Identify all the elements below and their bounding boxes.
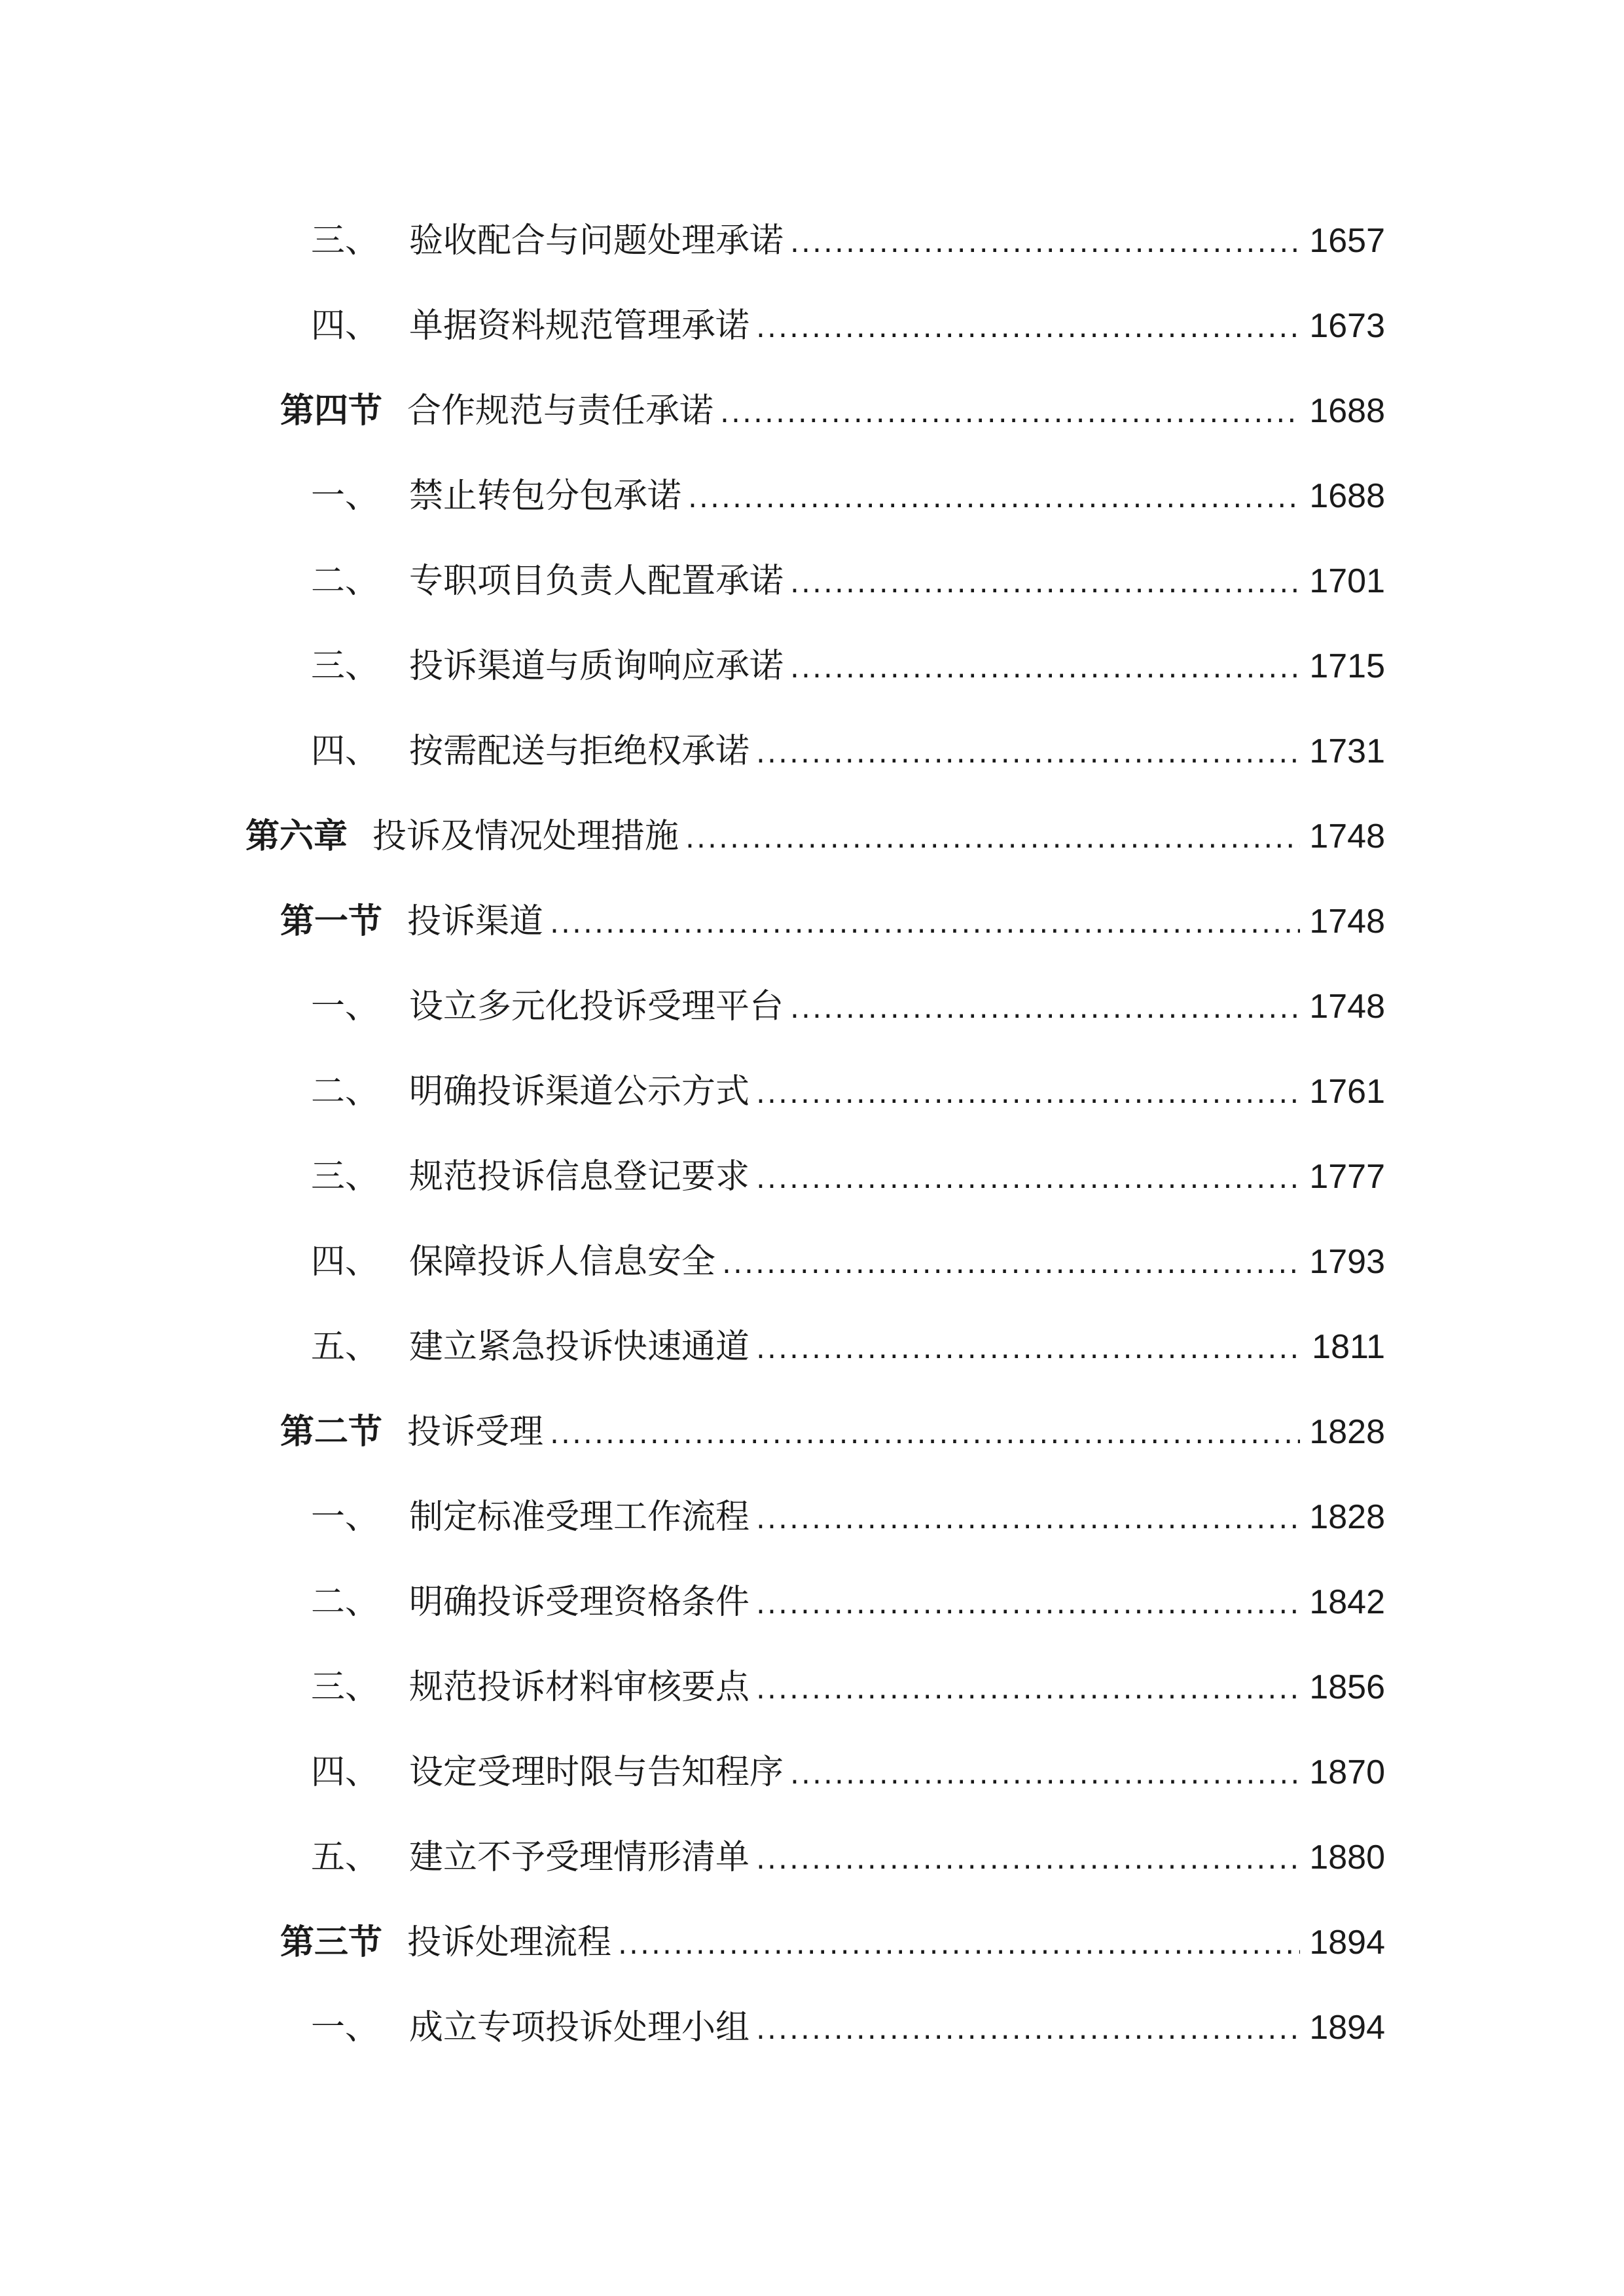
dot-leader	[685, 794, 1300, 879]
toc-entry[interactable]	[311, 1049, 1385, 1134]
toc-entry-number: 第六章	[245, 817, 348, 856]
toc-entry-page: 1880	[1309, 1839, 1385, 1876]
toc-entry-number: 四、	[311, 306, 380, 346]
toc-entry-title: 单据资料规范管理承诺	[409, 306, 750, 346]
toc-entry-number: 五、	[311, 1327, 380, 1367]
dot-leader	[790, 964, 1300, 1049]
dot-leader	[756, 1304, 1303, 1390]
toc-entry-number: 二、	[311, 562, 380, 601]
toc-entry-number: 三、	[311, 1157, 380, 1196]
toc-entry[interactable]	[311, 1304, 1385, 1390]
toc-entry-number: 第四节	[280, 391, 383, 431]
toc-entry-page: 1870	[1309, 1753, 1385, 1791]
toc-entry-number: 三、	[311, 221, 380, 260]
dot-leader	[790, 1730, 1300, 1815]
dot-leader	[722, 1219, 1300, 1304]
dot-leader	[756, 1645, 1300, 1730]
toc-entry-number: 一、	[311, 2008, 380, 2047]
toc-entry[interactable]	[311, 1134, 1385, 1219]
toc-entry-page: 1894	[1309, 1924, 1385, 1962]
toc-entry[interactable]	[311, 454, 1385, 539]
toc-entry-page: 1715	[1309, 647, 1385, 685]
toc-section-entry[interactable]	[280, 879, 1385, 964]
toc-entry-title: 规范投诉材料审核要点	[409, 1668, 750, 1707]
dot-leader	[756, 1560, 1300, 1645]
toc-entry-page: 1748	[1309, 988, 1385, 1026]
toc-entry[interactable]	[311, 198, 1385, 283]
dot-leader	[790, 198, 1300, 283]
toc-entry-page: 1828	[1309, 1498, 1385, 1536]
toc-section-entry[interactable]	[280, 1390, 1385, 1475]
toc-entry-number: 第一节	[280, 902, 383, 941]
toc-entry-title: 投诉处理流程	[407, 1923, 612, 1962]
toc-entry-page: 1761	[1309, 1073, 1385, 1111]
toc-entry-page: 1777	[1309, 1158, 1385, 1196]
dot-leader	[756, 1049, 1300, 1134]
toc-entry[interactable]	[311, 1815, 1385, 1900]
toc-entry-number: 四、	[311, 732, 380, 771]
toc-entry-page: 1731	[1309, 732, 1385, 770]
toc-entry-title: 投诉及情况处理措施	[372, 817, 679, 856]
toc-entry-title: 设定受理时限与告知程序	[409, 1753, 784, 1792]
toc-entry-title: 按需配送与拒绝权承诺	[409, 732, 750, 771]
toc-entry[interactable]	[311, 1730, 1385, 1815]
toc-entry[interactable]	[311, 1475, 1385, 1560]
toc-entry-page: 1856	[1309, 1668, 1385, 1706]
toc-entry[interactable]	[311, 1219, 1385, 1304]
toc-entry[interactable]	[311, 1985, 1385, 2070]
toc-entry-number: 一、	[311, 1498, 380, 1537]
dot-leader	[756, 1985, 1300, 2070]
toc-entry-title: 建立不予受理情形清单	[409, 1838, 750, 1877]
toc-entry[interactable]	[311, 1560, 1385, 1645]
toc-entry-title: 设立多元化投诉受理平台	[409, 987, 784, 1026]
toc-entry-page: 1894	[1309, 2009, 1385, 2047]
toc-entry-number: 二、	[311, 1072, 380, 1111]
toc-entry-page: 1748	[1309, 903, 1385, 941]
toc-entry-page: 1748	[1309, 817, 1385, 855]
toc-chapter-entry[interactable]	[245, 794, 1385, 879]
toc-entry-number: 第三节	[280, 1923, 383, 1962]
toc-entry-page: 1688	[1309, 392, 1385, 430]
toc-entry-title: 明确投诉渠道公示方式	[409, 1072, 750, 1111]
dot-leader	[756, 1475, 1300, 1560]
toc-entry-page: 1811	[1312, 1328, 1385, 1366]
toc-entry-title: 制定标准受理工作流程	[409, 1498, 750, 1537]
toc-entry-number: 三、	[311, 647, 380, 686]
toc-entry-title: 保障投诉人信息安全	[409, 1242, 716, 1282]
toc-section-entry[interactable]	[280, 368, 1385, 454]
toc-entry-number: 四、	[311, 1753, 380, 1792]
toc-entry-title: 禁止转包分包承诺	[409, 476, 682, 516]
toc-entry[interactable]	[311, 539, 1385, 624]
toc-entry-title: 投诉渠道	[407, 902, 544, 941]
toc-entry-page: 1657	[1309, 222, 1385, 260]
dot-leader	[790, 539, 1300, 624]
toc-entry[interactable]	[311, 1645, 1385, 1730]
dot-leader	[720, 368, 1300, 454]
dot-leader	[756, 1134, 1300, 1219]
toc-entry[interactable]	[311, 624, 1385, 709]
toc-entry-title: 成立专项投诉处理小组	[409, 2008, 750, 2047]
toc-entry-number: 一、	[311, 476, 380, 516]
toc-entry-number: 五、	[311, 1838, 380, 1877]
toc-entry-title: 专职项目负责人配置承诺	[409, 562, 784, 601]
toc-entry-title: 投诉渠道与质询响应承诺	[409, 647, 784, 686]
toc-entry-page: 1842	[1309, 1583, 1385, 1621]
dot-leader	[550, 1390, 1300, 1475]
toc-entry-number: 四、	[311, 1242, 380, 1282]
toc-entry-title: 合作规范与责任承诺	[407, 391, 714, 431]
toc-entry[interactable]	[311, 709, 1385, 794]
dot-leader	[756, 1815, 1300, 1900]
toc-entry[interactable]	[311, 964, 1385, 1049]
toc-section-entry[interactable]	[280, 1900, 1385, 1985]
toc-entry-number: 二、	[311, 1583, 380, 1622]
toc-entry-page: 1793	[1309, 1243, 1385, 1281]
toc-entry-title: 验收配合与问题处理承诺	[409, 221, 784, 260]
toc-entry[interactable]	[311, 283, 1385, 368]
toc-entry-page: 1828	[1309, 1413, 1385, 1451]
toc-entry-title: 投诉受理	[407, 1412, 544, 1452]
toc-entry-number: 第二节	[280, 1412, 383, 1452]
toc-entry-title: 建立紧急投诉快速通道	[409, 1327, 750, 1367]
dot-leader	[756, 709, 1300, 794]
toc-entry-number: 三、	[311, 1668, 380, 1707]
toc-entry-page: 1673	[1309, 307, 1385, 345]
dot-leader	[688, 454, 1300, 539]
dot-leader	[756, 283, 1300, 368]
toc-entry-title: 规范投诉信息登记要求	[409, 1157, 750, 1196]
dot-leader	[618, 1900, 1300, 1985]
toc-entry-page: 1688	[1309, 477, 1385, 515]
toc-entry-title: 明确投诉受理资格条件	[409, 1583, 750, 1622]
dot-leader	[790, 624, 1300, 709]
dot-leader	[550, 879, 1300, 964]
toc-entry-page: 1701	[1309, 562, 1385, 600]
toc-entry-number: 一、	[311, 987, 380, 1026]
